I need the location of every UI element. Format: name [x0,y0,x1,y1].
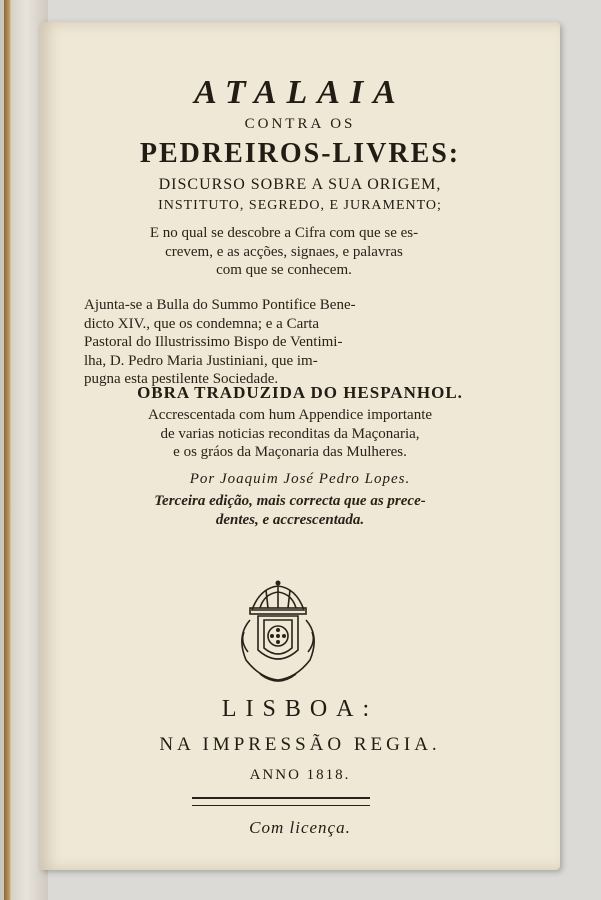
author-line: Por Joaquim José Pedro Lopes. [189,471,411,487]
subtitle-discurso: DISCURSO SOBRE A SUA ORIGEM, [158,176,442,193]
text-line: e os gráos da Maçonaria das Mulheres. [173,444,407,460]
subtitle-pedreiros: PEDREIROS-LIVRES: [139,138,461,169]
book-title: ATALAIA [194,74,406,111]
text-line: Accrescentada com hum Appendice importante [147,407,433,423]
description-paragraph [80,224,488,280]
imprint-year: ANNO 1818. [249,767,351,783]
subtitle-contra: CONTRA OS [244,116,356,132]
appendix-paragraph [60,406,520,462]
text-line: Pastoral do Illustrissimo Bispo de Ventimi- [84,334,343,350]
royal-crest-icon [230,580,326,690]
subtitle-instituto: INSTITUTO, SEGREDO, E JURAMENTO; [158,198,442,213]
imprint-city: LISBOA: [221,696,379,722]
text-line: Ajunta-se a Bulla do Summo Pontifice Bene- [84,297,356,313]
text-line: crevem, e as acções, signaes, e palavras [165,243,403,260]
text-line: lha, D. Pedro Maria Justiniani, que im- [84,352,318,369]
text-line: com que se conhecem. [216,262,352,278]
bulla-paragraph [84,296,492,389]
edition-paragraph [80,492,500,529]
text-line: dicto XIV., que os condemna; e a Carta [84,315,320,332]
imprint-printer: NA IMPRESSÃO REGIA. [159,734,441,755]
text-line: de varias noticias reconditas da Maçonaria, [160,425,420,442]
text-line: pugna esta pestilente Sociedade. [84,371,279,387]
book-spine [4,0,12,900]
text-line: dentes, e accrescentada. [215,511,365,528]
text-line: Terceira edição, mais correcta que as prece- [154,493,426,509]
double-rule-divider [192,797,370,806]
translation-note: OBRA TRADUZIDA DO HESPANHOL. [137,383,463,402]
licence-note: Com licença. [249,818,351,837]
text-line: E no qual se descobre a Cifra com que se es- [149,225,419,241]
